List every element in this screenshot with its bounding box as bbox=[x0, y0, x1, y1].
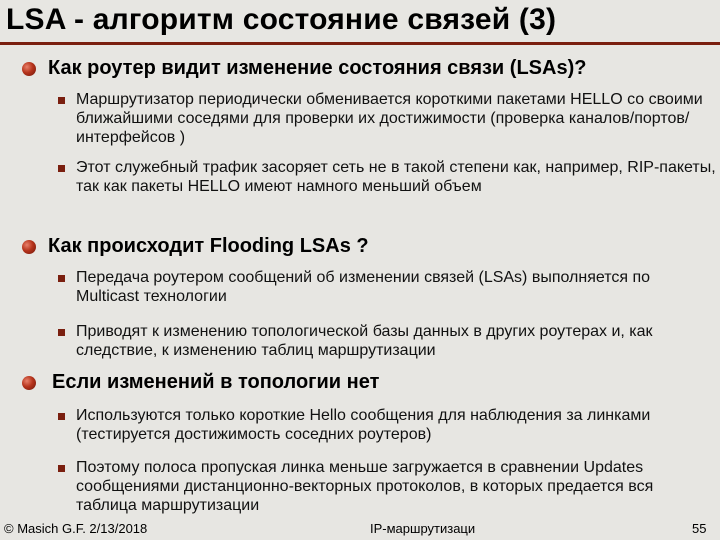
square-bullet-icon bbox=[58, 275, 65, 282]
footer-center-text: IP-маршрутизаци bbox=[370, 521, 476, 536]
section-1-heading: Как роутер видит изменение состояния связи (LSAs)? bbox=[48, 57, 587, 79]
section-2-heading: Как происходит Flooding LSAs ? bbox=[48, 235, 369, 257]
footer-copyright: © Masich G.F. 2/13/2018 bbox=[4, 521, 148, 536]
bullet-ball-icon bbox=[22, 376, 36, 390]
slide-title: LSA - алгоритм состояние связей (3) bbox=[6, 3, 557, 36]
page-number: 55 bbox=[692, 521, 707, 536]
section-3-item-1: Используются только короткие Hello сообщения для наблюдения за линками (тестируется достижимость соседних роутеров) bbox=[76, 407, 651, 443]
square-bullet-icon bbox=[58, 329, 65, 336]
square-bullet-icon bbox=[58, 465, 65, 472]
title-divider bbox=[0, 42, 720, 45]
bullet-ball-icon bbox=[22, 62, 36, 76]
section-3-heading: Если изменений в топологии нет bbox=[52, 371, 380, 393]
section-1-item-2: Этот служебный трафик засоряет сеть не в такой степени как, например, RIP-пакеты, так как пакеты HELLO имеют намного меньший объем bbox=[76, 159, 716, 195]
bullet-ball-icon bbox=[22, 240, 36, 254]
section-1-item-1: Маршрутизатор периодически обменивается короткими пакетами HELLO со своими ближайшими соседями для проверки их достижимости (проверка каналов/портов/интерфейсов ) bbox=[76, 91, 703, 146]
square-bullet-icon bbox=[58, 165, 65, 172]
square-bullet-icon bbox=[58, 413, 65, 420]
square-bullet-icon bbox=[58, 97, 65, 104]
section-3-item-2: Поэтому полоса пропуская линка меньше загружается в сравнении Updates сообщениями дистанционно-векторных протоколов, в которых предается вся таблица маршрутизации bbox=[76, 459, 654, 514]
section-2-item-1: Передача роутером сообщений об изменении связей (LSAs) выполняется по Multicast технологии bbox=[76, 269, 651, 305]
section-2-item-2: Приводят к изменению топологической базы данных в других роутерах и, как следствие, к изменению таблиц маршрутизации bbox=[76, 323, 653, 359]
